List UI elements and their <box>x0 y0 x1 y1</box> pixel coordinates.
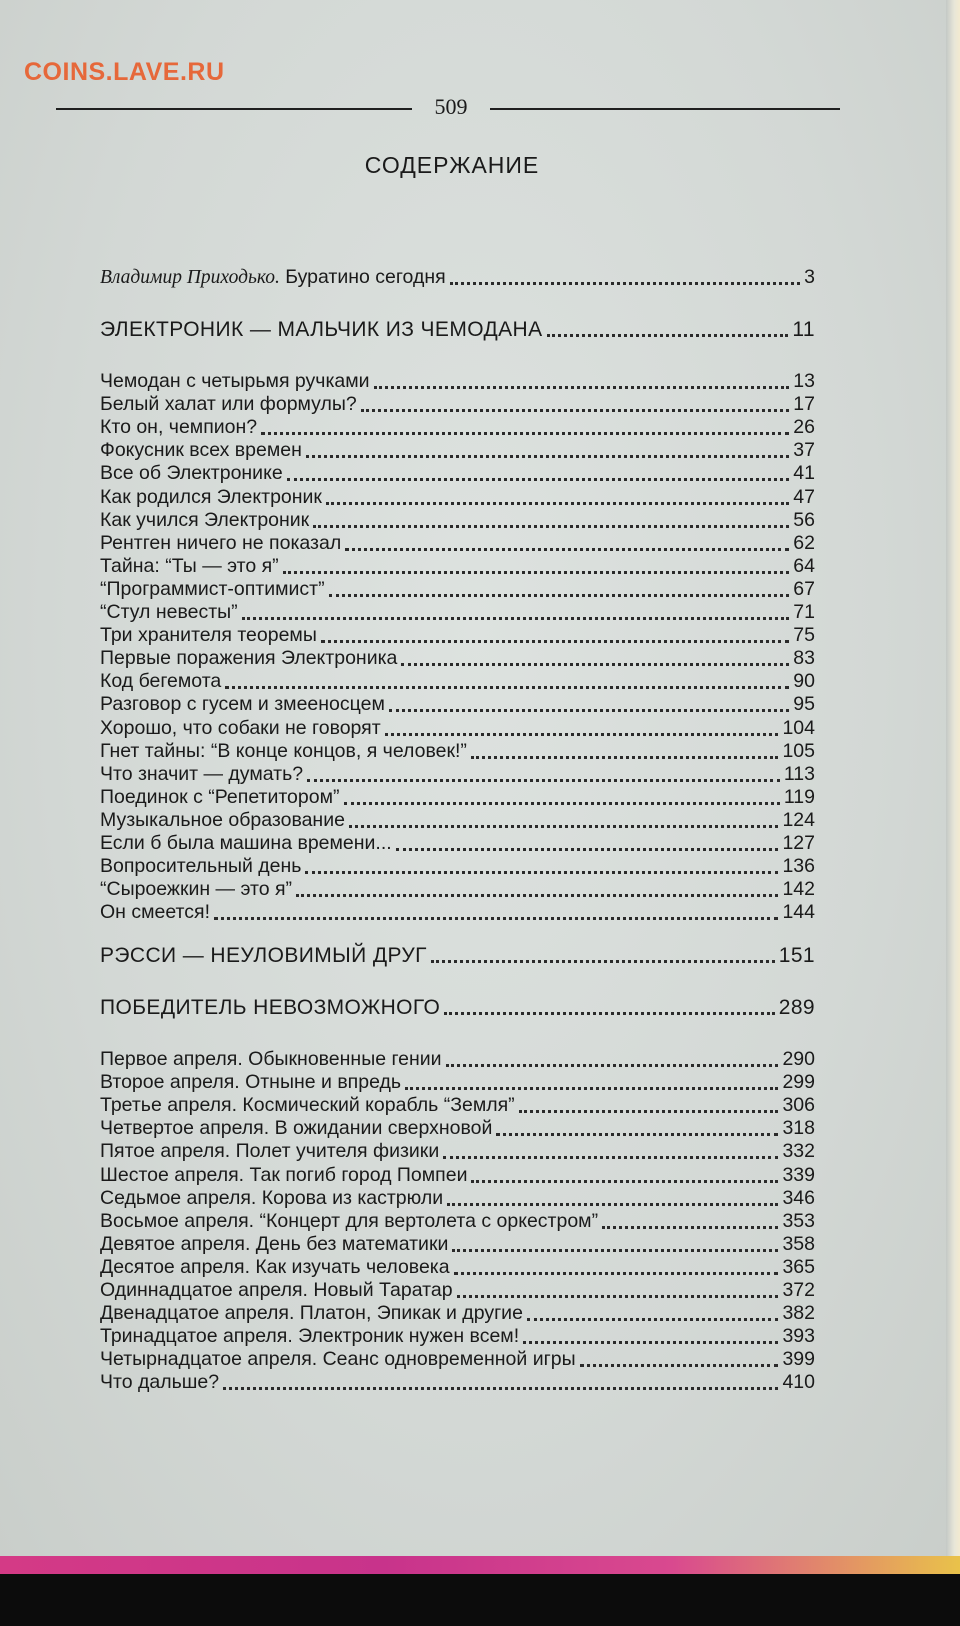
leader-dots <box>527 1312 779 1321</box>
leader-dots <box>345 542 789 551</box>
leader-dots <box>396 842 779 851</box>
toc-entry-page: 332 <box>782 1140 815 1163</box>
toc-chapter <box>100 786 815 810</box>
leader-dots <box>452 1243 778 1252</box>
toc-chapter <box>100 393 815 417</box>
leader-dots <box>389 703 789 712</box>
toc-part <box>100 996 815 1020</box>
toc-entry-title: “Стул невесты” <box>100 601 238 623</box>
toc-entry-title: Восьмое апреля. “Концерт для вертолета с оркестром” <box>100 1209 599 1232</box>
toc-entry-title: Вопросительный день <box>100 855 302 878</box>
leader-dots <box>519 1104 779 1113</box>
toc-entry-title: Он смеется! <box>100 901 210 924</box>
toc-entry-page: 372 <box>782 1279 815 1301</box>
toc-entry-page: 151 <box>778 944 815 967</box>
leader-dots <box>374 380 790 389</box>
leader-dots <box>305 865 778 874</box>
toc-entry-page: 11 <box>792 318 815 341</box>
toc-entry-page: 290 <box>782 1048 815 1070</box>
leader-dots <box>443 1150 778 1159</box>
toc-entry-page: 144 <box>782 901 815 924</box>
toc-entry-title: Кто он, чемпион? <box>100 416 258 439</box>
toc-entry-title: Пятое апреля. Полет учителя физики <box>100 1140 440 1163</box>
toc-entry-page: 47 <box>793 485 815 508</box>
toc-entry-title: Фокусник всех времен <box>100 439 302 462</box>
toc-entry-title: ЭЛЕКТРОНИК — МАЛЬЧИК ИЗ ЧЕМОДАНА <box>100 318 543 341</box>
toc-entry-title: Первые поражения Электроника <box>100 647 398 670</box>
toc-entry-title: Рентген ничего не показал <box>100 531 342 554</box>
leader-dots <box>307 773 780 782</box>
toc-chapter <box>100 1117 815 1141</box>
toc-entry-page: 105 <box>782 739 815 762</box>
toc-entry-title: ПОБЕДИТЕЛЬ НЕВОЗМОЖНОГО <box>100 996 441 1019</box>
toc-entry-title: Гнет тайны: “В конце концов, я человек!” <box>100 739 467 762</box>
toc-part <box>100 318 815 342</box>
toc-entry-title: Хорошо, что собаки не говорят <box>100 716 381 739</box>
toc-chapter <box>100 578 815 602</box>
toc-entry-title: Все об Электронике <box>100 462 283 485</box>
toc-entry-page: 339 <box>782 1163 815 1186</box>
toc-entry-title: Музыкальное образование <box>100 808 345 831</box>
toc-chapter <box>100 555 815 579</box>
toc-chapter <box>100 1325 815 1349</box>
toc-entry-title: РЭССИ — НЕУЛОВИМЫЙ ДРУГ <box>100 944 427 967</box>
leader-dots <box>401 657 789 666</box>
toc-chapter <box>100 1048 815 1072</box>
toc-chapter <box>100 462 815 486</box>
toc-entry-page: 75 <box>793 624 815 647</box>
toc-entry-title: Третье апреля. Космический корабль “Земля” <box>100 1094 515 1117</box>
toc-intro <box>100 266 815 290</box>
toc-chapter <box>100 1071 815 1095</box>
leader-dots <box>349 819 779 828</box>
toc-chapter <box>100 717 815 741</box>
toc-entry-page: 299 <box>782 1071 815 1094</box>
toc-entry-title: Шестое апреля. Так погиб город Помпеи <box>100 1163 468 1186</box>
toc-entry-page: 358 <box>782 1232 815 1255</box>
toc-entry-title: Поединок с “Репетитором” <box>100 785 340 808</box>
toc-entry-title: Четырнадцатое апреля. Сеанс одновременной игры <box>100 1348 576 1371</box>
toc-chapter <box>100 1233 815 1257</box>
toc-entry-page: 13 <box>793 370 815 392</box>
toc-entry-page: 37 <box>793 439 815 462</box>
toc-chapter <box>100 1256 815 1280</box>
leader-dots <box>471 1174 778 1183</box>
toc-entry-title: Код бегемота <box>100 670 222 693</box>
toc-entry-title: Первое апреля. Обыкновенные гении <box>100 1048 442 1070</box>
toc-chapter <box>100 647 815 671</box>
toc-entry-title: Если б была машина времени... <box>100 832 392 854</box>
toc-chapter <box>100 1348 815 1372</box>
toc-chapter <box>100 370 815 394</box>
toc-chapter <box>100 624 815 648</box>
page-number: 509 <box>434 94 468 119</box>
toc-entry-page: 26 <box>793 416 815 439</box>
toc-entry-title: Тринадцатое апреля. Электроник нужен всем! <box>100 1325 520 1348</box>
toc-chapter <box>100 1302 815 1326</box>
scan-background <box>0 1574 960 1626</box>
toc-chapter <box>100 832 815 856</box>
toc-chapter <box>100 670 815 694</box>
header-rule-right <box>490 108 840 110</box>
toc-entry-page: 119 <box>783 785 815 808</box>
leader-dots <box>344 796 780 805</box>
leader-dots <box>223 1381 778 1390</box>
toc-entry-title: Седьмое апреля. Корова из кастрюли <box>100 1186 444 1209</box>
toc-entry-page: 136 <box>782 855 815 878</box>
toc-entry-page: 113 <box>783 762 815 785</box>
toc-chapter <box>100 439 815 463</box>
toc-chapter <box>100 601 815 625</box>
toc-entry-page: 289 <box>778 996 815 1019</box>
toc-chapter <box>100 509 815 533</box>
leader-dots <box>457 1289 779 1298</box>
toc-entry-page: 67 <box>793 577 815 600</box>
toc-entry-title: Двенадцатое апреля. Платон, Эпикак и другие <box>100 1302 523 1325</box>
toc-entry-page: 56 <box>793 508 815 531</box>
leader-dots <box>447 1197 778 1206</box>
leader-dots <box>580 1358 779 1367</box>
toc-entry-page: 124 <box>782 808 815 831</box>
toc-entry-page: 104 <box>782 716 815 739</box>
leader-dots <box>283 565 790 574</box>
toc-entry-title: Что дальше? <box>100 1371 220 1394</box>
leader-dots <box>450 276 800 285</box>
toc-entry-title: Чемодан с четырьмя ручками <box>100 370 370 392</box>
toc-entry-title: Тайна: “Ты — это я” <box>100 554 279 577</box>
toc-chapter <box>100 486 815 510</box>
toc-chapter <box>100 763 815 787</box>
toc-entry-title: Одиннадцатое апреля. Новый Таратар <box>100 1279 453 1301</box>
toc-entry-page: 64 <box>793 554 815 577</box>
toc-entry-page: 3 <box>804 266 815 288</box>
toc-chapter <box>100 855 815 879</box>
toc-entry-page: 17 <box>793 393 815 416</box>
leader-dots <box>454 1266 779 1275</box>
toc-entry-page: 306 <box>782 1094 815 1117</box>
toc-entry-page: 318 <box>782 1117 815 1140</box>
header-rule-left <box>56 108 412 110</box>
toc-entry-page: 365 <box>782 1255 815 1278</box>
toc-entry-page: 353 <box>782 1209 815 1232</box>
toc-entry-page: 95 <box>793 693 815 716</box>
toc-entry-title <box>100 266 446 289</box>
toc-entry-title: Четвертое апреля. В ожидании сверхновой <box>100 1117 493 1140</box>
toc-entry-page: 142 <box>782 878 815 901</box>
toc-chapter <box>100 740 815 764</box>
leader-dots <box>306 449 789 458</box>
toc-entry-page: 41 <box>793 462 815 485</box>
leader-dots <box>313 519 789 528</box>
toc-chapter <box>100 1164 815 1188</box>
toc-chapter <box>100 1371 815 1395</box>
leader-dots <box>431 954 775 963</box>
toc-entry-title: Что значит — думать? <box>100 762 304 785</box>
intro-author: Владимир Приходько. <box>100 267 280 288</box>
leader-dots <box>214 911 778 920</box>
toc-entry-page: 62 <box>793 531 815 554</box>
leader-dots <box>547 328 789 337</box>
contents-heading: СОДЕРЖАНИЕ <box>364 152 540 178</box>
toc-entry-title: “Программист-оптимист” <box>100 577 325 600</box>
toc-entry-page: 127 <box>782 832 815 854</box>
toc-chapter <box>100 1094 815 1118</box>
leader-dots <box>261 426 789 435</box>
toc-chapter <box>100 1140 815 1164</box>
toc-entry-page: 83 <box>793 647 815 670</box>
toc-chapter <box>100 1279 815 1303</box>
toc-entry-page: 393 <box>782 1325 815 1348</box>
toc-entry-title: Три хранителя теоремы <box>100 624 317 647</box>
toc-part <box>100 944 815 968</box>
toc-entry-page: 382 <box>782 1302 815 1325</box>
leader-dots <box>329 588 790 597</box>
leader-dots <box>242 611 790 620</box>
leader-dots <box>361 403 790 412</box>
toc-chapter <box>100 1210 815 1234</box>
toc-entry-page: 71 <box>793 601 815 623</box>
watermark: COINS.LAVE.RU <box>24 58 225 86</box>
leader-dots <box>471 750 779 759</box>
toc-entry-title: “Сыроежкин — это я” <box>100 878 293 901</box>
leader-dots <box>446 1058 779 1067</box>
toc-entry-title: Девятое апреля. День без математики <box>100 1232 449 1255</box>
leader-dots <box>496 1127 778 1136</box>
toc-entry-title: Разговор с гусем и змееносцем <box>100 693 385 716</box>
leader-dots <box>523 1335 778 1344</box>
toc-entry-page: 410 <box>782 1371 815 1394</box>
toc-chapter <box>100 693 815 717</box>
leader-dots <box>287 472 790 481</box>
leader-dots <box>296 888 778 897</box>
toc-entry-title: Белый халат или формулы? <box>100 393 357 416</box>
toc-entry-title: Как учился Электроник <box>100 508 310 531</box>
toc-entry-title: Десятое апреля. Как изучать человека <box>100 1255 450 1278</box>
leader-dots <box>602 1220 778 1229</box>
toc-entry-title: Второе апреля. Отныне и впредь <box>100 1071 402 1094</box>
toc-entry-page: 346 <box>782 1186 815 1209</box>
intro-title: Буратино сегодня <box>285 266 446 288</box>
leader-dots <box>444 1006 775 1015</box>
toc-chapter <box>100 416 815 440</box>
toc-chapter <box>100 901 815 925</box>
toc-chapter <box>100 809 815 833</box>
toc-entry-page: 90 <box>793 670 815 693</box>
toc-entry-page: 399 <box>782 1348 815 1371</box>
toc-entry-title: Как родился Электроник <box>100 485 322 508</box>
page-edge <box>946 0 960 1570</box>
toc-chapter <box>100 878 815 902</box>
leader-dots <box>326 496 789 505</box>
toc-chapter <box>100 1187 815 1211</box>
cover-edge-band <box>0 1556 960 1574</box>
leader-dots <box>385 727 779 736</box>
toc-chapter <box>100 532 815 556</box>
leader-dots <box>321 634 789 643</box>
leader-dots <box>405 1081 778 1090</box>
leader-dots <box>225 680 789 689</box>
